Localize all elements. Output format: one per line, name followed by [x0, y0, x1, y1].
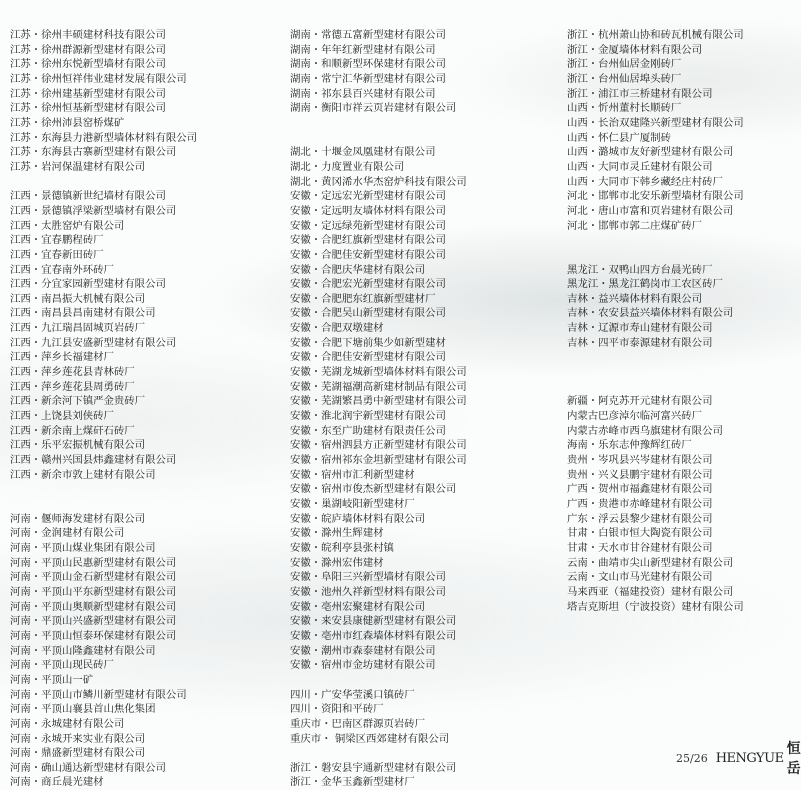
list-item: 河南・平顶山一矿: [10, 673, 94, 686]
list-item: 河北・邯郸市郭二庄煤矿砖厂: [567, 219, 703, 232]
list-item: 安徽・宿州祁东金坦新型建材有限公司: [290, 454, 467, 467]
list-item: 安徽・合肥肥东红旗新型建材厂: [290, 292, 436, 305]
list-item: 浙江・浦江市三桥建材有限公司: [567, 87, 713, 100]
list-item: 河南・平顶山现民砖厂: [10, 659, 114, 672]
list-item: 湖北・黄冈浠水华杰窑炉科技有限公司: [290, 175, 467, 188]
list-item: 安徽・定远绿苑新型建材有限公司: [290, 219, 446, 232]
list-item: 安徽・东至广助建材有限责任公司: [290, 424, 446, 437]
list-spacer: [567, 350, 744, 365]
list-item: 江西・萍乡长福建材厂: [10, 351, 114, 364]
list-item: 安徽・合肥佳安新型建材有限公司: [290, 248, 446, 261]
list-item: 江西・新余河下镇严金贵砖厂: [10, 395, 146, 408]
list-item: 安徽・定远宏光新型建材有限公司: [290, 190, 446, 203]
list-spacer: [10, 482, 197, 497]
list-item: 安徽・定远明友墙体材料有限公司: [290, 204, 446, 217]
list-item: 安徽・宿州市汇利新型建材: [290, 468, 415, 481]
list-item: 江西・九江瑞昌固城页岩砖厂: [10, 322, 146, 335]
list-item: 云南・文山市马光建材有限公司: [567, 571, 713, 584]
list-item: 江苏・徐州东悦新型墙材有限公司: [10, 58, 166, 71]
list-item: 江西・九江县安盛新型建材有限公司: [10, 336, 177, 349]
list-item: 河南・商丘晨光建材: [10, 776, 104, 789]
list-item: 安徽・阜阳三兴新型墙材有限公司: [290, 571, 446, 584]
list-item: 江西・宜春新田砖厂: [10, 248, 104, 261]
company-list-column-3: [567, 28, 744, 614]
list-item: 甘肃・白银市恒大陶瓷有限公司: [567, 527, 713, 540]
list-item: 安徽・合肥下塘前集少如新型建材: [290, 336, 446, 349]
list-spacer: [290, 673, 467, 688]
list-item: 安徽・宿州泗县方正新型建材有限公司: [290, 439, 467, 452]
list-item: 江西・萍乡莲花县青林砖厂: [10, 366, 135, 379]
list-item: 湖南・衡阳市祥云页岩建材有限公司: [290, 102, 457, 115]
list-item: 江苏・徐州恒祥伟业建材发展有限公司: [10, 72, 187, 85]
list-item: 河南・平顶山襄县首山焦化集团: [10, 703, 156, 716]
list-item: 安徽・滁州宏伟建材: [290, 556, 384, 569]
list-item: 安徽・合肥双墩建材: [290, 322, 384, 335]
list-item: 浙江・磐安县宇通新型建材有限公司: [290, 761, 457, 774]
list-item: 江苏・徐州群源新型建材有限公司: [10, 43, 166, 56]
list-item: 黑龙江・黑龙江鹤岗市工农区砖厂: [567, 278, 723, 291]
list-item: 吉林・辽源市寿山建材有限公司: [567, 322, 713, 335]
list-spacer: [10, 497, 197, 512]
list-spacer: [567, 365, 744, 380]
list-spacer: [567, 233, 744, 248]
list-item: 河南・平顶山恒泰环保建材有限公司: [10, 629, 177, 642]
brand-logo: [716, 738, 801, 778]
list-item: 贵州・兴义县鹏宇建材有限公司: [567, 468, 713, 481]
list-item: 湖南・年年红新型建材有限公司: [290, 43, 436, 56]
list-item: 河南・平顶山市鳞川新型建材有限公司: [10, 688, 187, 701]
company-list-column-2: [290, 28, 467, 790]
list-item: 江西・萍乡莲花县周勇砖厂: [10, 380, 135, 393]
list-item: 山西・大同市灵丘建材有限公司: [567, 160, 713, 173]
list-item: 江西・宜春鹏程砖厂: [10, 234, 104, 247]
brand-name-cn: 恒岳: [786, 741, 801, 777]
page-footer: [676, 738, 801, 778]
list-item: 湖南・祁东县百兴建材有限公司: [290, 87, 436, 100]
list-item: 安徽・芜湖龙城新型墙体材料有限公司: [290, 366, 467, 379]
list-item: 安徽・亳州宏聚建材有限公司: [290, 600, 426, 613]
list-item: 河南・确山通达新型建材有限公司: [10, 761, 166, 774]
list-item: 湖北・力度置业有限公司: [290, 160, 405, 173]
list-spacer: [290, 746, 467, 761]
list-item: 山西・大同市下韩乡藏经庄村砖厂: [567, 175, 723, 188]
company-list-column-1: [10, 28, 197, 790]
list-item: 新疆・阿克苏开元建材有限公司: [567, 395, 713, 408]
list-item: 江苏・徐州恒基新型建材有限公司: [10, 102, 166, 115]
list-item: 吉林・农安县益兴墙体材料有限公司: [567, 307, 734, 320]
list-item: 吉林・益兴墙体材料有限公司: [567, 292, 703, 305]
list-item: 河南・平顶山奥顺新型建材有限公司: [10, 600, 177, 613]
list-item: 安徽・亳州市红森墙体材料有限公司: [290, 629, 457, 642]
list-item: 江西・太胜窑炉有限公司: [10, 219, 125, 232]
list-item: 江苏・东海县力港新型墙体材料有限公司: [10, 131, 198, 144]
list-item: 山西・忻州董村长顺砖厂: [567, 102, 682, 115]
list-item: 河南・平顶山平东新型建材有限公司: [10, 585, 177, 598]
list-item: 湖南・和顺新型环保建材有限公司: [290, 58, 446, 71]
list-item: 安徽・合肥红旗新型建材有限公司: [290, 234, 446, 247]
list-item: 甘肃・天水市甘谷建材有限公司: [567, 541, 713, 554]
list-item: 江西・乐平宏振机械有限公司: [10, 439, 146, 452]
list-item: 河南・平顶山煤业集团有限公司: [10, 541, 156, 554]
list-item: 海南・乐东志仲豫辉红砖厂: [567, 439, 692, 452]
list-item: 河南・偃师海发建材有限公司: [10, 512, 146, 525]
list-item: 塔吉克斯坦（宁波投资）建材有限公司: [567, 600, 744, 613]
list-item: 湖南・常德五富新型建材有限公司: [290, 29, 446, 41]
list-item: 内蒙古赤峰市西乌旗建材有限公司: [567, 424, 723, 437]
list-item: 江西・南昌县昌南建材有限公司: [10, 307, 156, 320]
list-item: 安徽・合肥吴山新型建材有限公司: [290, 307, 446, 320]
list-item: 重庆市・ 铜梁区西郊建材有限公司: [290, 732, 450, 745]
list-item: 广东・浮云县黎少建材有限公司: [567, 512, 713, 525]
list-item: 江西・分宜家园新型建材有限公司: [10, 278, 166, 291]
list-item: 安徽・合肥佳安新型建材有限公司: [290, 351, 446, 364]
list-item: 马来西亚（福建投资）建材有限公司: [567, 585, 734, 598]
page-number: 25/26: [676, 751, 708, 765]
list-item: 江西・宜春南外环砖厂: [10, 263, 114, 276]
list-item: 江苏・徐州建基新型建材有限公司: [10, 87, 166, 100]
list-spacer: [567, 248, 744, 263]
list-item: 山西・怀仁县广厦制砖: [567, 131, 671, 144]
list-item: 山西・长治双建隆兴新型建材有限公司: [567, 116, 744, 129]
list-item: 河南・鼎盛新型建材有限公司: [10, 747, 146, 760]
list-item: 广西・贺州市福鑫建材有限公司: [567, 483, 713, 496]
list-item: 江西・新余南上煤矸石砖厂: [10, 424, 135, 437]
list-item: 安徽・来安县康健新型建材有限公司: [290, 615, 457, 628]
list-item: 河南・平顶山隆鑫建材有限公司: [10, 644, 156, 657]
list-item: 安徽・芜湖福潮高新建材制品有限公司: [290, 380, 467, 393]
list-item: 河南・平顶山兴盛新型建材有限公司: [10, 615, 177, 628]
list-item: 安徽・淮北润宇新型建材有限公司: [290, 410, 446, 423]
list-spacer: [567, 380, 744, 395]
list-item: 安徽・合肥宏光新型建材有限公司: [290, 278, 446, 291]
list-spacer: [290, 131, 467, 146]
list-item: 吉林・四平市泰源建材有限公司: [567, 336, 713, 349]
list-item: 贵州・岑巩县兴岑建材有限公司: [567, 454, 713, 467]
list-item: 安徽・滁州生辉建材: [290, 527, 384, 540]
list-item: 河南・平顶山民惠新型建材有限公司: [10, 556, 177, 569]
list-item: 湖南・常宁汇华新型建材有限公司: [290, 72, 446, 85]
list-item: 江苏・徐州丰硕建材科技有限公司: [10, 29, 166, 41]
list-item: 江西・景德镇新世纪墙材有限公司: [10, 190, 166, 203]
list-item: 河南・永城开来实业有限公司: [10, 732, 146, 745]
list-item: 江西・景德镇浮梁新型墙材有限公司: [10, 204, 177, 217]
list-item: 浙江・金华玉鑫新型建材厂: [290, 776, 415, 789]
list-item: 江苏・岩河保温建材有限公司: [10, 160, 146, 173]
list-item: 江西・上饶县刘侠砖厂: [10, 410, 114, 423]
list-item: 山西・潞城市友好新型建材有限公司: [567, 146, 734, 159]
list-item: 四川・广安华莹溪口镇砖厂: [290, 688, 415, 701]
list-item: 浙江・台州仙居埠头砖厂: [567, 72, 682, 85]
list-item: 安徽・芜湖繁昌勇中新型建材有限公司: [290, 395, 467, 408]
list-item: 安徽・皖庐墙体材料有限公司: [290, 512, 426, 525]
list-spacer: [290, 116, 467, 131]
list-item: 重庆市・巴南区群源页岩砖厂: [290, 717, 426, 730]
list-item: 广西・贵港市赤峰建材有限公司: [567, 498, 713, 510]
list-item: 湖北・十堰金凤凰建材有限公司: [290, 146, 436, 159]
list-item: 江苏・徐州沛县窑桥煤矿: [10, 116, 125, 129]
list-item: 河南・金润建材有限公司: [10, 527, 125, 540]
list-item: 安徽・皖利亭县张村镇: [290, 541, 394, 554]
list-item: 浙江・杭州萧山协和砖瓦机械有限公司: [567, 29, 744, 41]
list-item: 安徽・宿州市俊杰新型建材有限公司: [290, 483, 457, 496]
list-item: 安徽・巢湖岐阳新型建材厂: [290, 498, 415, 510]
list-item: 安徽・池州久祥新型材料有限公司: [290, 585, 446, 598]
list-item: 内蒙古巴彦淖尔临河富兴砖厂: [567, 410, 703, 423]
list-item: 河北・唐山市富和页岩建材有限公司: [567, 204, 734, 217]
list-item: 云南・曲靖市尖山新型建材有限公司: [567, 556, 734, 569]
list-item: 安徽・潮州市森泰建材有限公司: [290, 644, 436, 657]
list-item: 河南・永城建材有限公司: [10, 717, 125, 730]
list-item: 黑龙江・双鸭山四方台晨光砖厂: [567, 263, 713, 276]
list-item: 安徽・合肥庆华建材有限公司: [290, 263, 426, 276]
list-item: 河南・平顶山金石新型建材有限公司: [10, 571, 177, 584]
list-item: 安徽・宿州市金坊建材有限公司: [290, 659, 436, 672]
list-item: 浙江・台州仙居金刚砖厂: [567, 58, 682, 71]
list-item: 江西・南昌振大机械有限公司: [10, 292, 146, 305]
list-item: 江西・赣州兴国县炜鑫建材有限公司: [10, 454, 177, 467]
list-item: 浙江・金厦墙体材料有限公司: [567, 43, 703, 56]
list-item: 河北・邯郸市北安乐新型墙材有限公司: [567, 190, 744, 203]
brand-name-en: HENGYUE: [715, 750, 784, 766]
list-spacer: [10, 175, 197, 190]
list-item: 四川・资阳和平砖厂: [290, 703, 384, 716]
list-item: 江西・新余市敦上建材有限公司: [10, 468, 156, 481]
list-item: 江苏・东海县古寨新型建材有限公司: [10, 146, 177, 159]
